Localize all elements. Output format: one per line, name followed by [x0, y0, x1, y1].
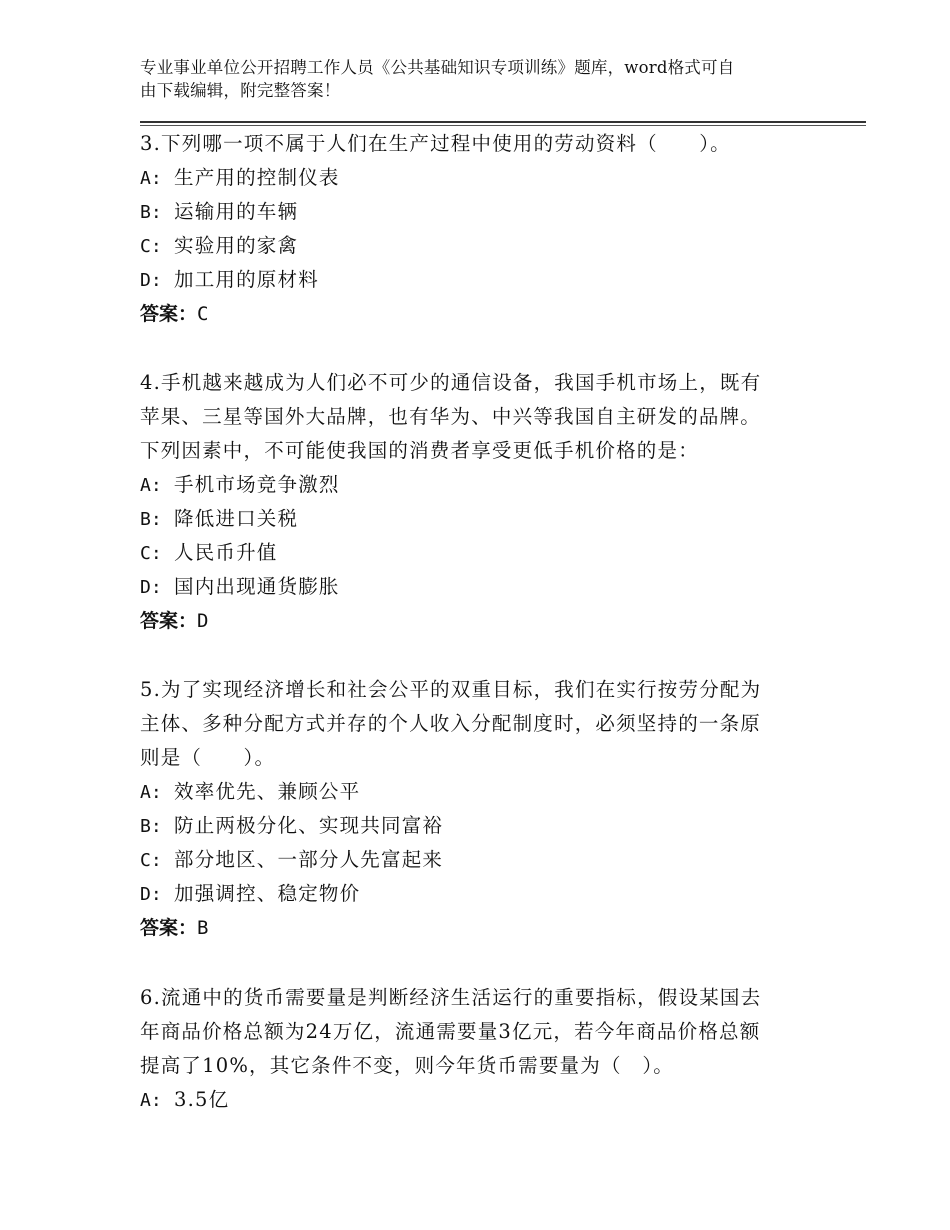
option-letter: A:: [140, 782, 162, 803]
question-3-answer: [140, 297, 208, 331]
question-6-option-a: [140, 1083, 229, 1118]
header-line-2: 由下载编辑，附完整答案！: [140, 81, 341, 100]
question-4-option-c: [140, 536, 278, 571]
question-5-text-line-3: 则是（ ）。: [140, 746, 276, 769]
option-text: 降低进口关税: [174, 507, 299, 530]
option-letter: D:: [140, 270, 162, 291]
question-5-option-c: [140, 843, 443, 878]
question-5-text-line-2: 主体、多种分配方式并存的个人收入分配制度时，必须坚持的一条原: [140, 712, 762, 735]
option-text: 人民币升值: [174, 541, 278, 564]
option-letter: B:: [140, 202, 162, 223]
option-text: 实验用的家禽: [174, 234, 299, 257]
answer-value: D: [197, 610, 209, 632]
question-6-text-line-3: 提高了10%，其它条件不变，则今年货币需要量为（ ）。: [140, 1054, 674, 1077]
document-header: [140, 56, 820, 102]
option-text: 国内出现通货膨胀: [174, 575, 340, 598]
option-letter: A:: [140, 168, 162, 189]
question-4-text-line-1: 4.手机越来越成为人们必不可少的通信设备，我国手机市场上，既有: [140, 371, 762, 394]
question-6-text-line-2: 年商品价格总额为24万亿，流通需要量3亿元，若今年商品价格总额: [140, 1020, 761, 1043]
header-line-1: 专业事业单位公开招聘工作人员《公共基础知识专项训练》题库，word格式可自: [140, 58, 735, 77]
option-letter: B:: [140, 816, 162, 837]
option-text: 加强调控、稳定物价: [174, 882, 361, 905]
option-letter: C:: [140, 543, 162, 564]
option-text: 效率优先、兼顾公平: [174, 780, 361, 803]
question-5-option-a: [140, 775, 360, 810]
question-4-answer: [140, 604, 208, 638]
option-text: 加工用的原材料: [174, 268, 319, 291]
option-letter: D:: [140, 884, 162, 905]
option-text: 手机市场竞争激烈: [174, 473, 340, 496]
option-letter: D:: [140, 577, 162, 598]
option-letter: C:: [140, 236, 162, 257]
option-letter: A:: [140, 1090, 162, 1111]
question-3-text: 3.下列哪一项不属于人们在生产过程中使用的劳动资料（ ）。: [140, 132, 731, 155]
option-letter: C:: [140, 850, 162, 871]
question-3-option-b: [140, 195, 298, 230]
option-text: 运输用的车辆: [174, 200, 299, 223]
question-5-option-d: [140, 877, 360, 912]
question-5-option-b: [140, 809, 443, 844]
answer-value: C: [197, 303, 209, 325]
question-4-text-line-3: 下列因素中，不可能使我国的消费者享受更低手机价格的是：: [140, 439, 699, 462]
header-rule-thick: [140, 121, 866, 123]
question-6-text-line-1: 6.流通中的货币需要量是判断经济生活运行的重要指标，假设某国去: [140, 986, 762, 1009]
question-4-option-a: [140, 468, 340, 503]
question-5-answer: [140, 911, 208, 945]
header-rule-thin: [140, 125, 866, 126]
question-3-option-c: [140, 229, 298, 264]
option-text: 防止两极分化、实现共同富裕: [174, 814, 444, 837]
question-3-option-a: [140, 161, 340, 196]
question-4-option-b: [140, 502, 298, 537]
answer-label: 答案：: [140, 917, 198, 939]
answer-label: 答案：: [140, 303, 198, 325]
answer-label: 答案：: [140, 610, 198, 632]
question-3-option-d: [140, 263, 319, 298]
question-4-option-d: [140, 570, 340, 605]
question-5-text-line-1: 5.为了实现经济增长和社会公平的双重目标，我们在实行按劳分配为: [140, 678, 762, 701]
answer-value: B: [197, 917, 209, 939]
option-text: 生产用的控制仪表: [174, 166, 340, 189]
option-text: 部分地区、一部分人先富起来: [174, 848, 444, 871]
option-letter: B:: [140, 509, 162, 530]
option-letter: A:: [140, 475, 162, 496]
question-4-text-line-2: 苹果、三星等国外大品牌，也有华为、中兴等我国自主研发的品牌。: [140, 405, 762, 428]
option-text: 3.5亿: [174, 1088, 230, 1111]
